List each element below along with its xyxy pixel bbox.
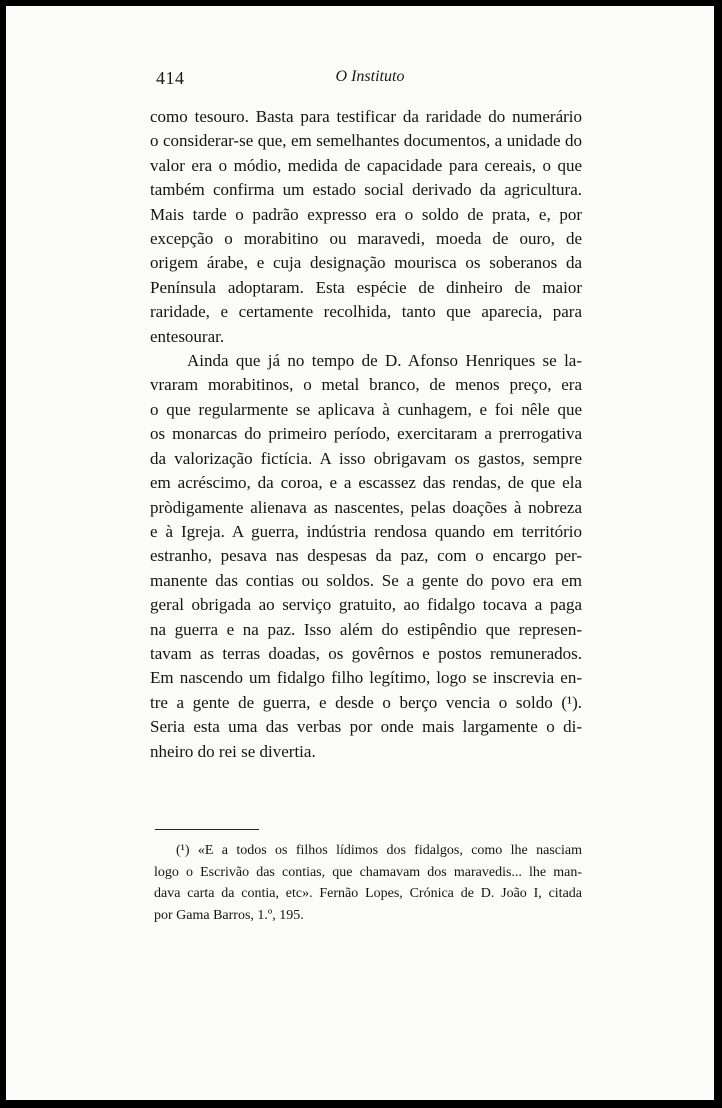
- text-line: origem árabe, e cuja designação mourisca os soberanos da: [150, 253, 582, 273]
- text-line: tre a gente de guerra, e desde o berço vencia o soldo (¹).: [150, 692, 582, 712]
- book-page: [6, 6, 714, 1100]
- text-line: Mais tarde o padrão expresso era o soldo de prata, e, por: [150, 204, 582, 224]
- footnote-1: [154, 840, 582, 926]
- text-line: Ainda que já no tempo de D. Afonso Henriques se la-: [187, 351, 582, 371]
- text-line: vraram morabitinos, o metal branco, de menos preço, era: [150, 375, 582, 395]
- footnote-line: (¹) «E a todos os filhos lídimos dos fidalgos, como lhe nasciam: [176, 843, 582, 858]
- page-number: 414: [156, 68, 185, 88]
- text-line: o considerar-se que, em semelhantes documentos, a unidade do: [150, 131, 582, 151]
- text-line: Seria esta uma das verbas por onde mais largamente o di-: [150, 717, 582, 737]
- body-text: [150, 105, 582, 764]
- text-line: na guerra e na paz. Isso além do estipêndio que represen-: [150, 619, 582, 639]
- running-title: O Instituto: [335, 68, 405, 85]
- footnote-divider: [155, 829, 259, 830]
- text-line: estranho, pesava nas despesas da paz, com o encargo per-: [150, 546, 582, 566]
- text-line: excepção o morabitino ou maravedi, moeda de ouro, de: [150, 229, 582, 249]
- text-line: Em nascendo um fidalgo filho legítimo, logo se inscrevia en-: [150, 668, 582, 688]
- text-line: e à Igreja. A guerra, indústria rendosa quando em território: [150, 521, 582, 541]
- text-line: como tesouro. Basta para testificar da raridade do numerário: [150, 107, 582, 126]
- text-line: nheiro do rei se divertia.: [150, 741, 316, 761]
- footnote-line: dava carta da contia, etc». Fernão Lopes, Crónica de D. João I, citada: [154, 886, 582, 902]
- paragraph-1: [150, 105, 582, 349]
- text-line: da valorização fictícia. A isso obrigavam os gastos, sempre: [150, 448, 582, 468]
- text-line: o que regularmente se aplicava à cunhagem, e foi nêle que: [150, 399, 582, 419]
- paragraph-2: [150, 349, 582, 764]
- text-line: Península adoptaram. Esta espécie de dinheiro de maior: [150, 277, 582, 297]
- text-line: também confirma um estado social derivado da agricultura.: [150, 180, 582, 200]
- text-line: entesourar.: [150, 326, 225, 346]
- text-line: manente das contias ou soldos. Se a gente do povo era em: [150, 570, 582, 590]
- text-line: tavam as terras doadas, os govêrnos e postos remunerados.: [150, 643, 582, 663]
- text-line: em acréscimo, da coroa, e a escassez das rendas, de que ela: [150, 473, 582, 493]
- footnote-line: por Gama Barros, 1.º, 195.: [154, 907, 304, 923]
- text-line: pròdigamente alienava as nascentes, pelas doações à nobreza: [150, 497, 582, 517]
- text-line: raridade, e certamente recolhida, tanto que aparecia, para: [150, 302, 582, 322]
- text-line: os monarcas do primeiro período, exercitaram a prerrogativa: [150, 424, 582, 444]
- footnote-line: logo o Escrivão das contias, que chamavam dos maravedis... lhe man-: [154, 864, 582, 880]
- text-line: valor era o módio, medida de capacidade para cereais, o que: [150, 155, 582, 175]
- text-line: geral obrigada ao serviço gratuito, ao fidalgo tocava a paga: [150, 595, 582, 615]
- page-header: [154, 68, 586, 92]
